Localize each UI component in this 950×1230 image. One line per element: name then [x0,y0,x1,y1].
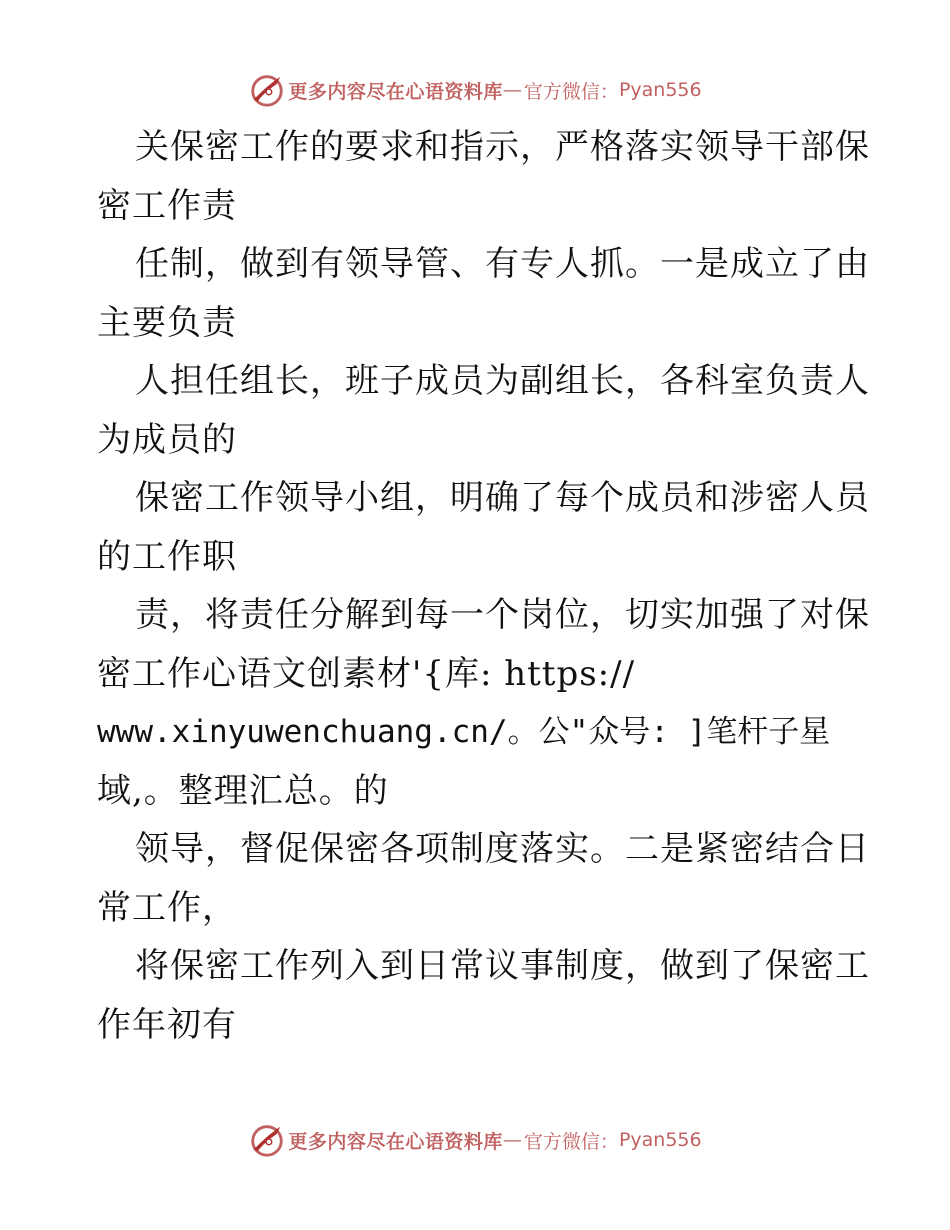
text-line: 人担任组长，班子成员为副组长，各科室负责人 [135,361,870,401]
text-line: 为成员的 [97,419,237,460]
text-line: 任制，做到有领导管、有专人抓。一是成立了由 [135,244,870,284]
text-line: 密工作责 [97,185,237,226]
banner-separator: — [502,1129,522,1151]
wechat-id: Pyan556 [618,79,702,101]
text-line: 关保密工作的要求和指示，严格落实领导干部保 [135,127,870,167]
pen-nib-logo-icon [248,71,286,109]
text-line: 常工作， [97,887,237,928]
text-line: 领导，督促保密各项制度落实。二是紧密结合日 [135,829,870,869]
wechat-label: 官方微信： [523,80,619,103]
wechat-label: 官方微信： [523,1130,619,1153]
text-line: 将保密工作列入到日常议事制度，做到了保密工 [135,946,870,986]
text-line: 密工作心语文创素材'{库: https:// [97,653,636,694]
footer-banner[interactable] [0,1120,950,1160]
pen-nib-logo-icon [248,1121,286,1159]
text-line: 主要负责 [97,302,237,343]
text-line: 责，将责任分解到每一个岗位，切实加强了对保 [135,595,870,635]
text-line-url: www.xinyuwenchuang.cn/。公"众号: ]笔杆子星 [97,714,831,750]
banner-separator: — [502,79,522,101]
text-line: 域,。整理汇总。的 [97,770,389,811]
text-line: 作年初有 [97,1004,237,1045]
text-line: 保密工作领导小组，明确了每个成员和涉密人员 [135,478,870,518]
body-text [97,118,870,1054]
wechat-id: Pyan556 [618,1129,702,1151]
header-banner[interactable] [0,70,950,110]
brand-text: 更多内容尽在心语资料库 [288,1130,503,1153]
brand-text: 更多内容尽在心语资料库 [288,80,503,103]
text-line: 的工作职 [97,536,237,577]
